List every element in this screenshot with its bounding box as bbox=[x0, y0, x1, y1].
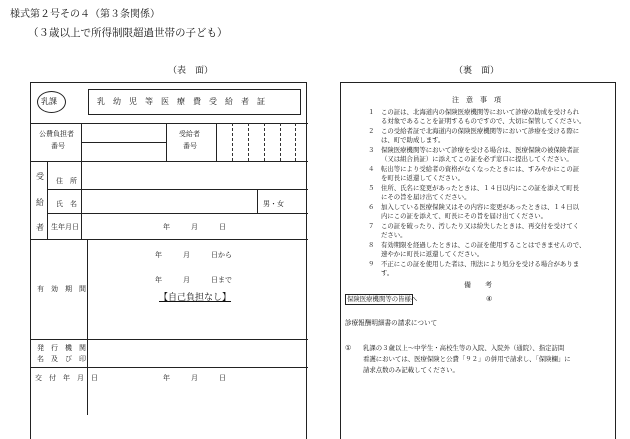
note-line: す。 bbox=[381, 269, 394, 277]
issue-date-value: 年 月 日 bbox=[163, 374, 226, 382]
note-line: を町長に返還してください。 bbox=[381, 174, 465, 182]
note-line: この受給者証で北海道内の保険医療機関等において診療を受ける際に bbox=[381, 127, 580, 135]
birth-date-label: 生年月日 bbox=[51, 223, 79, 231]
note-line: 不正にこの証を使用した者は、刑法により処分を受ける場合がありま bbox=[381, 260, 580, 268]
note-number: ９ bbox=[368, 260, 375, 268]
item-line: 請求点数のみ記載してください。 bbox=[363, 366, 459, 374]
name-label: 氏 名 bbox=[56, 200, 77, 208]
copay-note: 【自己負担なし】 bbox=[159, 293, 232, 303]
recipient-side-label-2: 給 bbox=[36, 198, 44, 207]
validity-to: 年 月 日まで bbox=[155, 276, 232, 284]
note-number: ２ bbox=[368, 127, 375, 135]
item-number: ① bbox=[345, 344, 352, 352]
note-line: 住所、氏名に変更があったときは、１４日以内にこの証を添えて町長 bbox=[381, 184, 580, 192]
recipient-side-label-3: 者 bbox=[36, 223, 44, 232]
item-line: 乳課の３歳以上～中学生・高校生等の入院、入院外（通院）、指定訪問 bbox=[363, 344, 565, 352]
front-side-label: （表 面） bbox=[168, 66, 214, 76]
note-line: 加入している医療保険又はその内容に変更があったときは、１４日以 bbox=[381, 203, 580, 211]
front-card bbox=[30, 82, 307, 439]
validity-from: 年 月 日から bbox=[155, 251, 232, 259]
remarks-title: 備 考 bbox=[464, 281, 492, 289]
statement-label: 診療報酬明細書の請求について bbox=[345, 319, 438, 327]
recipient-number-label-2: 番号 bbox=[183, 142, 197, 150]
issuer-label-2: 名 及 び 印 bbox=[37, 355, 86, 363]
sex-value: 男・女 bbox=[263, 200, 284, 208]
note-line: は、町で助成します。 bbox=[381, 136, 445, 144]
note-line: （又は組合員証）に添えてこの証を必ず窓口に提出してください。 bbox=[381, 155, 573, 163]
note-number: ６ bbox=[368, 203, 375, 211]
item-text bbox=[363, 343, 613, 383]
note-number: ７ bbox=[368, 222, 375, 230]
note-line: ださい。 bbox=[381, 231, 407, 239]
payer-number-label-2: 番号 bbox=[51, 142, 65, 150]
payer-number-label: 公費負担者 bbox=[39, 130, 74, 138]
note-line: 保険医療機関等において診療を受ける場合は、医療保険の被保険者証 bbox=[381, 146, 580, 154]
note-number: ８ bbox=[368, 241, 375, 249]
address-label: 住 所 bbox=[56, 177, 77, 185]
note-number: １ bbox=[368, 108, 375, 116]
note-line: 内にこの証を添えて、町長にその旨を届け出てください。 bbox=[381, 212, 548, 220]
form-number: 様式第２号その４（第３条関係） bbox=[10, 9, 160, 20]
seal-text: 乳課 bbox=[41, 97, 57, 106]
issue-date-label: 交 付 年 月 日 bbox=[35, 374, 98, 382]
note-number: ５ bbox=[368, 184, 375, 192]
note-line: 有効期限を経過したときは、この証を使用することはできませんので、 bbox=[381, 241, 586, 249]
note-line: る対象であることを証明するものですので、大切に保管してください。 bbox=[381, 117, 586, 125]
note-line: 転出等により受給者の資格がなくなったときには、すみやかにこの証 bbox=[381, 165, 580, 173]
note-number: ３ bbox=[368, 146, 375, 154]
back-card bbox=[340, 82, 616, 439]
note-line: にその旨を届け出てください。 bbox=[381, 193, 471, 201]
item-line: 看護においては、医療保険と公費「９２」の併用で請求し、「保険欄」に bbox=[363, 355, 571, 363]
validity-label: 有 効 期 間 bbox=[37, 285, 86, 293]
birth-date-value: 年 月 日 bbox=[163, 223, 226, 231]
note-number: ４ bbox=[368, 165, 375, 173]
notes-list bbox=[341, 107, 617, 279]
form-subtitle: （３歳以上で所得制限超過世帯の子ども） bbox=[28, 27, 228, 39]
recipient-number-label: 受給者 bbox=[179, 130, 200, 138]
notes-title: 注 意 事 項 bbox=[452, 96, 501, 104]
issuer-label: 発 行 機 関 bbox=[37, 344, 86, 352]
note-line: この証を破ったり、汚したり又は紛失したときは、再交付を受けてく bbox=[381, 222, 580, 230]
recipient-side-label-1: 受 bbox=[36, 172, 44, 181]
note-line: この証は、北海道内の保険医療機関等において診療の助成を受けられ bbox=[381, 108, 580, 116]
circle-number: ④ bbox=[486, 295, 493, 303]
back-side-label: （裏 面） bbox=[454, 66, 500, 76]
notice-box-label: 保険医療機関等の皆様へ bbox=[347, 295, 418, 303]
note-line: 速やかに町長に返還してください。 bbox=[381, 250, 484, 258]
card-title: 乳 幼 児 等 医 療 費 受 給 者 証 bbox=[97, 97, 265, 106]
